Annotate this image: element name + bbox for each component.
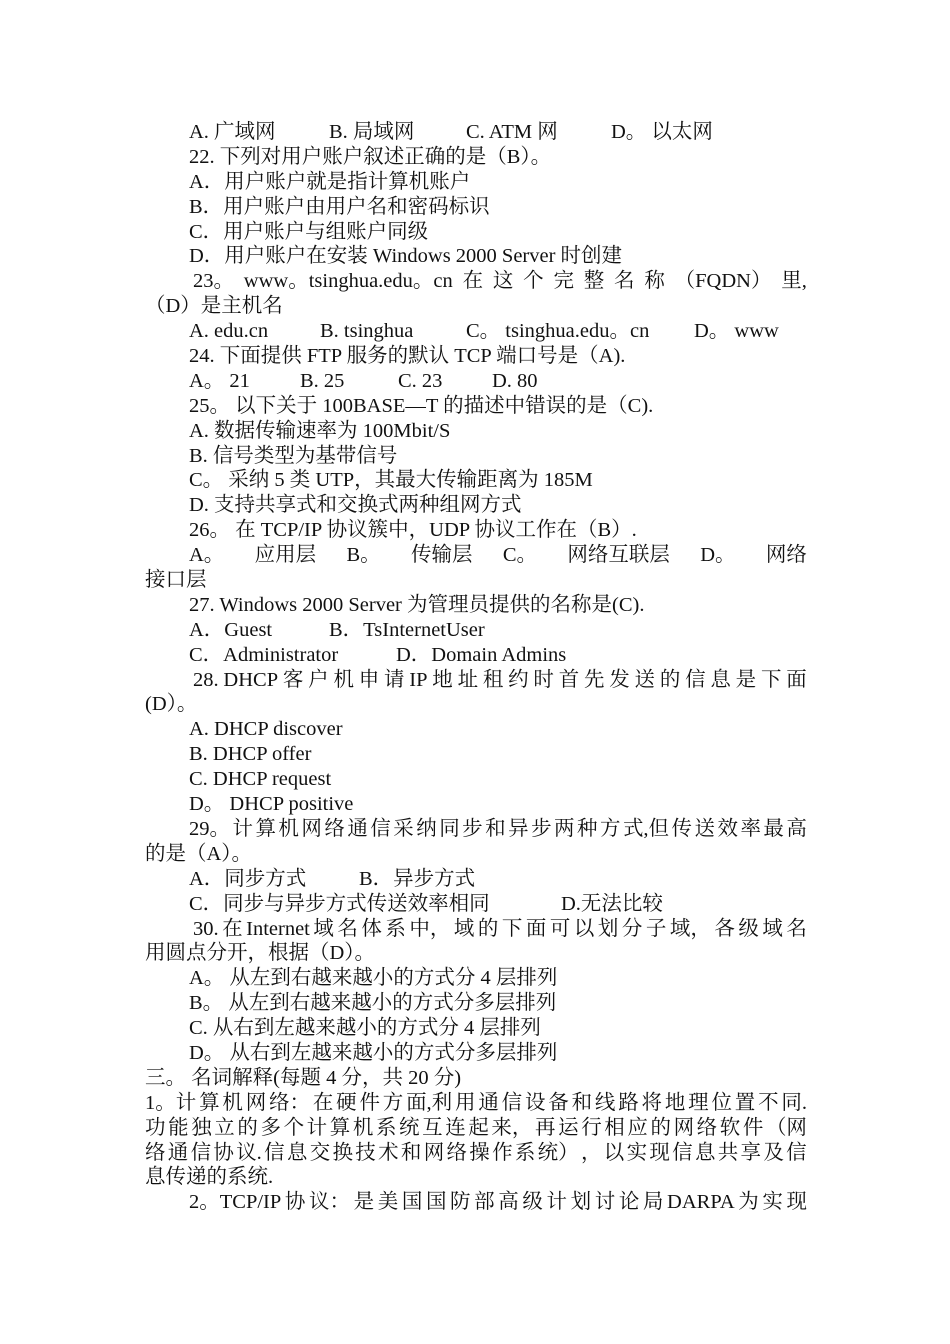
text-token: 络 [696, 1116, 718, 1139]
text-token: 应 [627, 1116, 648, 1139]
q29-options-row1 [145, 867, 807, 892]
text-token: 域， [669, 917, 711, 940]
text-token: 件 [359, 1091, 380, 1114]
text-token: 来， [491, 1116, 533, 1139]
text-token: 个 [523, 270, 544, 293]
text-token: 实 [762, 1191, 783, 1214]
text-token: 局 [642, 1191, 664, 1214]
text-token: 地 [664, 1091, 686, 1114]
text-token: 现 [649, 1141, 670, 1164]
q22-option-b: B．用户账户由用户名和密码标识 [189, 195, 490, 218]
q27-options-row1 [145, 618, 807, 643]
text-token: 的 [650, 1116, 671, 1139]
q30-option-b: B。 从左到右越来越小的方式分多层排列 [189, 992, 557, 1015]
text-token: 络 [446, 1141, 467, 1164]
text-token: 子 [645, 917, 667, 940]
text-token: 络 [324, 817, 345, 840]
text-token: 信 [685, 668, 706, 691]
q29-question-line2: 的是（A）。 [145, 842, 253, 865]
q30-option-a: A。 从左到右越来越小的方式分 4 层排列 [189, 967, 558, 990]
text-token: 信 [786, 1141, 807, 1164]
text-token: 计 [306, 1116, 328, 1139]
q29-option-d: D.无法比较 [561, 892, 663, 915]
text-token: 步 [531, 817, 552, 840]
text-token: 采 [393, 817, 414, 840]
text-token: 机 [222, 1091, 243, 1114]
text-token: 系 [385, 917, 406, 940]
q30-question-line1 [145, 917, 807, 942]
text-token: 设 [524, 1091, 546, 1114]
text-token: 式,但 [622, 817, 670, 840]
text-token: 操 [469, 1141, 490, 1164]
text-token: 28. [193, 668, 219, 691]
q29-option-a: A．同步方式 [189, 867, 307, 890]
text-token: 络： [269, 1091, 310, 1114]
text-token: 户 [308, 668, 329, 691]
text-token: 个 [283, 1116, 305, 1139]
q23-option-d: D。 www [694, 320, 779, 343]
text-token: 算 [329, 1116, 351, 1139]
text-token: （FQDN） [674, 270, 772, 293]
term1-definition-line4: 息传递的系统. [145, 1166, 274, 1189]
text-token: 整 [583, 270, 605, 293]
text-token: 是 [735, 668, 757, 691]
text-token: 2。TCP/IP [189, 1191, 282, 1214]
text-token: A。 [189, 544, 225, 567]
text-token: 网络互联层 [567, 544, 670, 567]
text-token: 域 [313, 917, 334, 940]
text-token: 中， [409, 917, 451, 940]
text-token: 面 [525, 917, 547, 940]
text-token: 23。 [193, 270, 234, 293]
text-token: 种 [577, 817, 598, 840]
document-page [145, 120, 807, 1215]
q21-option-a: A. 广域网 [189, 121, 276, 143]
text-token: 通 [347, 817, 368, 840]
text-token: 分 [621, 917, 643, 940]
text-token: 名 [337, 917, 358, 940]
term1-definition-line2 [145, 1116, 807, 1141]
text-token: 机 [352, 1116, 374, 1139]
text-token: 面 [786, 668, 807, 691]
q23-options [145, 319, 807, 344]
text-token: 通 [167, 1141, 189, 1164]
q21-option-b: B. 局域网 [329, 121, 415, 143]
q21-option-c: C. ATM 网 [466, 121, 558, 143]
text-token: 各 [714, 917, 735, 940]
text-token: 系 [375, 1116, 397, 1139]
q26-question: 26。 在 TCP/IP 协议簇中，UDP 协议工作在（B）. [189, 519, 637, 542]
text-token: 息 [710, 668, 731, 691]
term1-definition-line3 [145, 1141, 807, 1166]
term2-definition-line1 [145, 1190, 807, 1215]
text-token: 立 [214, 1116, 235, 1139]
q25-question: 25。 以下关于 100BASE—T 的描述中错误的是（C). [189, 394, 654, 417]
text-token: 完 [553, 270, 574, 293]
text-token: 申 [358, 668, 380, 691]
q24-option-b: B. 25 [300, 369, 345, 392]
text-token: 作 [492, 1141, 513, 1164]
text-token: 在 [222, 917, 243, 940]
q22-option-d: D．用户账户在安装 Windows 2000 Server 时创建 [189, 245, 623, 268]
text-token: 划 [597, 917, 619, 940]
q24-option-d: D. 80 [492, 369, 538, 392]
term1-definition-line1 [145, 1091, 807, 1116]
text-token: 网 [245, 1091, 267, 1114]
q29-question-line1 [145, 817, 807, 842]
text-token: 用 [455, 1091, 476, 1114]
q29-option-b: B．异步方式 [359, 867, 476, 890]
text-token: 异 [508, 817, 529, 840]
q22-option-c: C．用户账户与组账户同级 [189, 220, 429, 243]
text-token: 件 [742, 1116, 764, 1139]
text-token: 软 [719, 1116, 741, 1139]
text-token: 客 [282, 668, 304, 691]
text-token: 统 [399, 1116, 420, 1139]
text-token: 位 [711, 1091, 732, 1114]
q25-option-c: C。 采纳 5 类 UTP，其最大传输距离为 185M [189, 469, 593, 492]
q28-question-line1 [145, 668, 807, 693]
text-token: 效 [717, 817, 738, 840]
q25-option-b: B. 信号类型为基带信号 [189, 444, 398, 467]
text-token: 连 [445, 1116, 466, 1139]
text-token: 请 [384, 668, 405, 691]
q23-option-c: C。 tsinghua.edu。cn [466, 320, 650, 343]
q24-question: 24. 下面提供 FTP 服务的默认 TCP 端口号是（A). [189, 345, 626, 368]
q27-option-c: C．Administrator [189, 643, 339, 666]
text-token: 算 [255, 817, 276, 840]
text-token: 能 [168, 1116, 189, 1139]
text-token: 高 [498, 1191, 519, 1214]
text-token: 约 [508, 668, 529, 691]
text-token: 步 [462, 817, 483, 840]
text-token: 计 [546, 1191, 567, 1214]
q25-option-d: D. 支持共享式和交换式两种组网方式 [189, 494, 522, 517]
text-token: 最 [763, 817, 784, 840]
text-token: 体 [361, 917, 382, 940]
q25-option-a: A. 数据传输速率为 100Mbit/S [189, 419, 451, 442]
text-token: 路 [618, 1091, 639, 1114]
text-token: 不 [758, 1091, 779, 1114]
text-token: DARPA [667, 1191, 735, 1214]
text-token: 域 [453, 917, 475, 940]
text-token: 互 [422, 1116, 443, 1139]
text-token: 将 [641, 1091, 662, 1114]
text-token: 信 [264, 1141, 285, 1164]
text-token: 讨 [594, 1191, 616, 1214]
text-token: 行 [581, 1116, 602, 1139]
text-token: 议： [309, 1191, 350, 1214]
text-token: 以 [603, 1141, 625, 1164]
text-token: 息 [694, 1141, 716, 1164]
text-token: 以 [573, 917, 595, 940]
text-token: 算 [199, 1091, 220, 1114]
text-token: ， [580, 1141, 602, 1164]
text-token: 部 [474, 1191, 495, 1214]
text-token: 发 [609, 668, 630, 691]
text-token: 两 [554, 817, 575, 840]
text-token: 送 [694, 817, 715, 840]
q30-option-c: C. 从右到左越来越小的方式分 4 层排列 [189, 1017, 541, 1040]
text-token: 方 [382, 1091, 404, 1114]
q24-option-a: A。 21 [189, 369, 250, 392]
text-token: IP [409, 668, 428, 691]
q28-option-a: A. DHCP discover [189, 718, 343, 741]
text-token: 功 [145, 1116, 166, 1139]
text-token: 息 [286, 1141, 308, 1164]
q30-option-d: D。 从右到左越来越小的方式分多层排列 [189, 1041, 558, 1064]
text-token: 计 [232, 817, 253, 840]
text-token: 系 [514, 1141, 536, 1164]
q29-options-row2 [145, 892, 807, 917]
q22-option-a: A．用户账户就是指计算机账户 [189, 170, 471, 193]
text-token: 先 [583, 668, 605, 691]
q22-question: 22. 下列对用户账户叙述正确的是（B）。 [189, 145, 552, 168]
q28-option-d: D。 DHCP positive [189, 793, 354, 816]
text-token: 地 [432, 668, 453, 691]
text-token: 机 [333, 668, 354, 691]
text-token: 这 [492, 270, 514, 293]
text-token: 和 [571, 1091, 593, 1114]
text-token: 址 [457, 668, 479, 691]
text-token: 络 [145, 1141, 166, 1164]
text-token: 网络 [765, 544, 807, 567]
text-token: 名 [614, 270, 635, 293]
text-token: 首 [558, 668, 580, 691]
text-token: 美 [377, 1191, 399, 1214]
text-token: 送 [634, 668, 656, 691]
text-token: 网 [423, 1141, 445, 1164]
text-token: 独 [191, 1116, 212, 1139]
text-token: 议. [236, 1141, 262, 1164]
text-token: 信 [190, 1141, 212, 1164]
q26-options-line2: 接口层 [145, 569, 207, 592]
text-token: 传输层 [411, 544, 473, 567]
text-token: 再 [535, 1116, 556, 1139]
q30-question-line2: 用圆点分开，根据（D）。 [145, 942, 376, 965]
q27-option-b: B．TsInternetUser [329, 618, 485, 641]
text-token: 多 [260, 1116, 281, 1139]
text-token: 备 [548, 1091, 569, 1114]
text-token: 信 [672, 1141, 693, 1164]
text-token: 术 [378, 1141, 399, 1164]
q23-question-line1 [145, 269, 807, 294]
text-token: 国 [401, 1191, 423, 1214]
text-token: 实 [626, 1141, 648, 1164]
text-token: 的 [659, 668, 681, 691]
q26-options-line1 [145, 543, 807, 568]
text-token: 租 [482, 668, 504, 691]
text-token: 的 [477, 917, 499, 940]
q24-option-c: C. 23 [398, 369, 443, 392]
text-token: 相 [604, 1116, 625, 1139]
text-token: 现 [786, 1191, 807, 1214]
text-token: 置 [734, 1091, 756, 1114]
text-token: D。 [700, 544, 736, 567]
text-token: 网 [673, 1116, 695, 1139]
text-token: 理 [688, 1091, 709, 1114]
text-token: 下 [760, 668, 782, 691]
text-token: 30. [193, 917, 219, 940]
text-token: 是 [353, 1191, 375, 1214]
text-token: 在 [312, 1091, 334, 1114]
text-token: 网 [301, 817, 322, 840]
section-three-heading: 三。 名词解释(每题 4 分，共 20 分) [145, 1066, 462, 1089]
text-token: 划 [570, 1191, 592, 1214]
q28-option-c: C. DHCP request [189, 768, 332, 791]
text-token: 论 [618, 1191, 640, 1214]
q29-option-c: C．同步与异步方式传送效率相同 [189, 892, 490, 915]
text-token: 防 [450, 1191, 471, 1214]
q27-question: 27. Windows 2000 Server 为管理员提供的名称是(C). [189, 593, 645, 616]
text-token: 享 [740, 1141, 762, 1164]
text-token: 29。 [189, 817, 230, 840]
text-token: 起 [468, 1116, 489, 1139]
text-token: 统） [537, 1141, 579, 1164]
text-token: 名 [786, 917, 807, 940]
text-token: 共 [717, 1141, 739, 1164]
text-token: 同 [439, 817, 460, 840]
text-token: 同. [781, 1091, 807, 1114]
text-token: 纳 [416, 817, 437, 840]
text-token: 1。计 [145, 1091, 197, 1114]
text-token: 应用层 [254, 544, 317, 567]
text-token: 换 [332, 1141, 353, 1164]
q23-option-b: B. tsinghua [320, 320, 414, 343]
text-token: 机 [278, 817, 299, 840]
text-token: DHCP [223, 668, 279, 691]
q21-options [145, 120, 807, 145]
q27-option-a: A．Guest [189, 618, 273, 641]
text-token: 运 [558, 1116, 579, 1139]
text-token: 高 [786, 817, 807, 840]
text-token: 硬 [336, 1091, 357, 1114]
text-token: 及 [763, 1141, 784, 1164]
text-token: 技 [355, 1141, 376, 1164]
text-token: 和 [485, 817, 506, 840]
text-token: B。 [346, 544, 381, 567]
text-token: 方 [599, 817, 621, 840]
text-token: 和 [400, 1141, 422, 1164]
text-token: 在 [462, 270, 484, 293]
text-token: 为 [738, 1191, 759, 1214]
text-token: 协 [213, 1141, 234, 1164]
text-token: 级 [738, 917, 759, 940]
text-token: 称 [644, 270, 665, 293]
text-token: 里, [781, 270, 807, 293]
q28-option-b: B. DHCP offer [189, 743, 312, 766]
text-token: C。 [502, 544, 538, 567]
text-token: www。tsinghua.edu。cn [243, 270, 453, 293]
q28-question-line2: (D）。 [145, 693, 198, 716]
q23-option-a: A. edu.cn [189, 320, 269, 343]
text-token: 线 [594, 1091, 616, 1114]
text-token: （网 [765, 1116, 807, 1139]
q27-options-row2 [145, 643, 807, 668]
text-token: 时 [533, 668, 554, 691]
text-token: 信 [370, 817, 391, 840]
text-token: Internet [246, 917, 310, 940]
text-token: 域 [762, 917, 783, 940]
q24-options [145, 369, 807, 394]
text-token: 下 [501, 917, 523, 940]
text-token: 信 [501, 1091, 523, 1114]
q23-question-line2: （D）是主机名 [145, 295, 283, 318]
text-token: 可 [549, 917, 571, 940]
text-token: 传 [671, 817, 693, 840]
text-token: 的 [237, 1116, 258, 1139]
text-token: 面,利 [406, 1091, 453, 1114]
text-token: 交 [309, 1141, 331, 1164]
text-token: 国 [425, 1191, 447, 1214]
q27-option-d: D．Domain Admins [396, 643, 567, 666]
text-token: 协 [284, 1191, 306, 1214]
q21-option-d: D。 以太网 [611, 121, 713, 143]
text-token: 率 [740, 817, 761, 840]
text-token: 通 [478, 1091, 499, 1114]
text-token: 级 [522, 1191, 543, 1214]
